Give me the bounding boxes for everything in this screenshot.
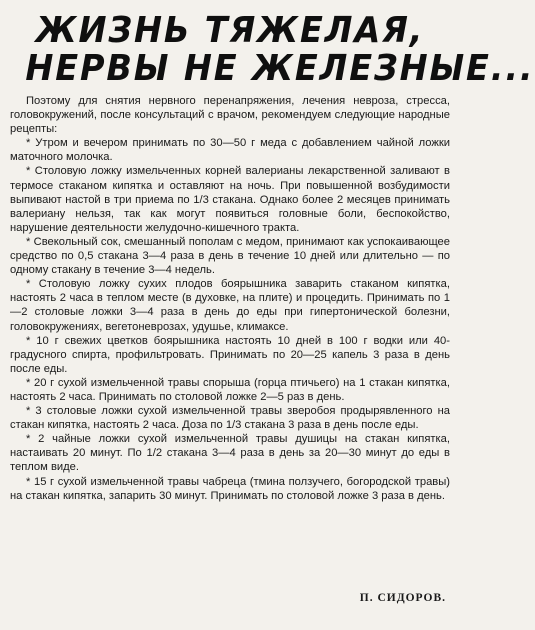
recipe-paragraph: * Свекольный сок, смешанный пополам с медом, принимают как успокаивающее средство по 0,5 стакана 3—4 раза в день в течение 10 дней или длительно — по одному стакану в течение 3—4 недель. bbox=[10, 235, 450, 277]
recipe-paragraph: * 10 г свежих цветков боярышника настоять 10 дней в 100 г водки или 40-градусного спирта, профильтровать. Принимать по 20—25 капель 3 раза в день после еды. bbox=[10, 334, 450, 375]
recipe-paragraph: * Столовую ложку измельченных корней валерианы лекарственной заливают в термосе стаканом кипятка и оставляют на ночь. При повышенной возбудимости выпивают настой в три приема по 1/3 стакана. Однако более 2 месяцев принимать валериану нельзя, так как могут появиться головные боли, беспокойство, нарушение деятельности желудочно-кишечного тракта. bbox=[10, 165, 450, 234]
recipe-paragraph: * 20 г сухой измельченной травы спорыша (горца птичьего) на 1 стакан кипятка, настоять 2 часа. Принимать по столовой ложке 2—5 раз в день. bbox=[10, 376, 450, 403]
article-body bbox=[10, 94, 450, 503]
headline bbox=[25, 10, 535, 89]
headline-line-1: ЖИЗНЬ ТЯЖЕЛАЯ, bbox=[35, 10, 425, 51]
headline-line-2: НЕРВЫ НЕ ЖЕЛЕЗНЫЕ... bbox=[25, 48, 535, 89]
recipe-paragraph: * 2 чайные ложки сухой измельченной травы душицы на стакан кипятка, настаивать 20 минут. По 1/2 стакана 3—4 раза в день за 20—30 минут до еды в теплом виде. bbox=[10, 433, 450, 474]
intro-paragraph: Поэтому для снятия нервного перенапряжения, лечения невроза, стресса, головокружений, после консультаций с врачом, рекомендуем следующие народные рецепты: bbox=[10, 95, 450, 136]
recipe-paragraph: * 3 столовые ложки сухой измельченной травы зверобоя продырявленного на стакан кипятка, настоять 2 часа. Доза по 1/3 стакана 3 раза в день после еды. bbox=[10, 405, 450, 432]
author-signature: П. СИДОРОВ. bbox=[359, 592, 446, 604]
recipe-paragraph: * Столовую ложку сухих плодов боярышника заварить стаканом кипятка, настоять 2 часа в теплом месте (в духовке, на плите) и процедить. Принимать по 1—2 столовые ложки 3—4 раза в день до еды при гипертонической болезни, головокружениях, вегетоневрозах, удушье, климаксе. bbox=[10, 278, 450, 333]
recipe-paragraph: * 15 г сухой измельченной травы чабреца (тмина ползучего, богородской травы) на стакан кипятка, запарить 30 минут. Принимать по столовой ложке 3 раза в день. bbox=[10, 475, 450, 502]
recipe-paragraph: * Утром и вечером принимать по 30—50 г меда с добавлением чайной ложки маточного молочка. bbox=[10, 137, 450, 164]
